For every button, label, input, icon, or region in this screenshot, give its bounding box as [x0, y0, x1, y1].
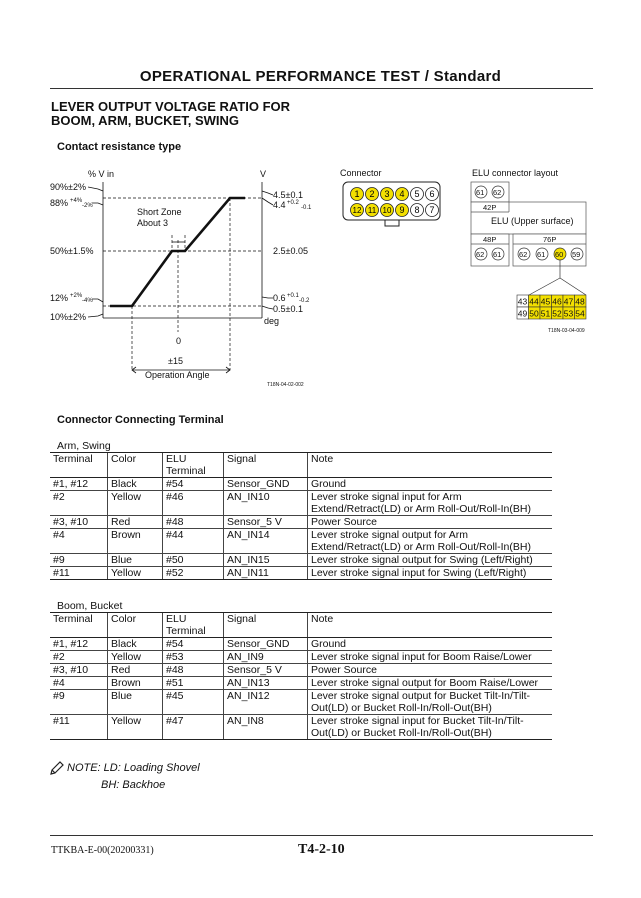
elu-grid-label: 52	[552, 308, 562, 319]
table-header-row	[50, 613, 552, 638]
connector-pin-label: 7	[429, 205, 435, 216]
column-header: Terminal	[50, 613, 108, 638]
table-cell: #47	[163, 715, 224, 740]
elu-grid-label: 45	[540, 296, 551, 307]
table-row	[50, 715, 552, 740]
tick-88: 88%	[50, 198, 69, 208]
table-cell: #11	[50, 567, 108, 580]
table-cell: #11	[50, 715, 108, 740]
table-cell: AN_IN8	[224, 715, 308, 740]
elu-grid-label: 43	[517, 296, 528, 307]
elu-48p-pin-62: 62	[476, 250, 485, 259]
pencil-icon	[49, 760, 65, 776]
table-row	[50, 677, 552, 690]
short-zone-label: Short Zone	[137, 207, 182, 217]
table-cell: #53	[163, 651, 224, 664]
rtick-25: 2.5±0.05	[273, 246, 308, 256]
y-right-title: V	[260, 169, 267, 179]
elu-grid-label: 44	[529, 296, 539, 307]
zero-label: 0	[176, 336, 182, 346]
column-header: Color	[108, 613, 163, 638]
table-cell: #1, #12	[50, 478, 108, 491]
note-line1: NOTE: LD: Loading Shovel	[67, 762, 200, 774]
table-cell: Yellow	[108, 715, 163, 740]
elu-pin-62-top: 62	[493, 188, 502, 197]
arm-swing-title: Arm, Swing	[57, 440, 111, 452]
table-cell: #3, #10	[50, 516, 108, 529]
table-row	[50, 638, 552, 651]
table-cell: #54	[163, 638, 224, 651]
elu-48p-label: 48P	[483, 235, 497, 244]
table-cell: #3, #10	[50, 664, 108, 677]
table-cell: AN_IN12	[224, 690, 308, 715]
connector-pin-label: 4	[399, 189, 405, 200]
table-header-row	[50, 453, 552, 478]
table-cell: #48	[163, 664, 224, 677]
table-cell: Ground	[308, 478, 553, 491]
table-cell: Blue	[108, 690, 163, 715]
tick-90: 90%±2%	[50, 182, 86, 192]
rtick-45: 4.5±0.1	[273, 190, 303, 200]
column-header: Note	[308, 453, 553, 478]
table-cell: #4	[50, 677, 108, 690]
table-row	[50, 567, 552, 580]
y-left-title: % V in	[88, 169, 115, 179]
elu-76p-pin-61: 61	[537, 250, 546, 259]
table-cell: Lever stroke signal input for Arm Extend/Retract(LD) or Arm Roll-Out/Roll-In(BH)	[308, 491, 553, 516]
rtick-44-plus: +0.2	[287, 200, 299, 206]
connector-title: Connector	[340, 168, 382, 178]
rtick-deg: deg	[264, 316, 280, 326]
column-header: Color	[108, 453, 163, 478]
table-cell: Blue	[108, 554, 163, 567]
connector-pin-label: 12	[352, 206, 362, 216]
table-cell: #48	[163, 516, 224, 529]
table-cell: #4	[50, 529, 108, 554]
table-cell: Red	[108, 516, 163, 529]
table-cell: #2	[50, 491, 108, 516]
contact-resistance-label: Contact resistance type	[57, 141, 182, 153]
table-row	[50, 516, 552, 529]
section-title-line1: LEVER OUTPUT VOLTAGE RATIO FOR	[51, 99, 291, 114]
elu-grid-label: 54	[575, 308, 585, 319]
table-cell: AN_IN11	[224, 567, 308, 580]
table-cell: AN_IN9	[224, 651, 308, 664]
footer-rule	[50, 835, 593, 836]
table-cell: Yellow	[108, 567, 163, 580]
elu-76p-label: 76P	[543, 235, 557, 244]
table-cell: Yellow	[108, 491, 163, 516]
note-line2: BH: Backhoe	[101, 779, 166, 791]
operation-angle-label: Operation Angle	[145, 370, 210, 380]
elu-grid-label: 48	[575, 296, 585, 307]
connector-pin-label: 9	[399, 205, 405, 216]
connector-pin-label: 8	[414, 205, 420, 216]
tick-50: 50%±1.5%	[50, 246, 94, 256]
tick-88-minus: -2%	[82, 203, 93, 209]
rtick-06-minus: -0.2	[299, 298, 310, 304]
voltage-ratio-graph	[40, 160, 330, 390]
short-zone-label-2: About 3	[137, 218, 169, 228]
elu-76p-pin-59: 59	[572, 250, 581, 259]
rtick-06: 0.6	[273, 293, 286, 303]
table-cell: Ground	[308, 638, 553, 651]
boom-bucket-title: Boom, Bucket	[57, 600, 123, 612]
column-header: ELU Terminal	[163, 453, 224, 478]
boom-bucket-table	[50, 612, 552, 740]
table-cell: #52	[163, 567, 224, 580]
table-cell: Sensor_GND	[224, 478, 308, 491]
table-cell: #1, #12	[50, 638, 108, 651]
table-cell: AN_IN14	[224, 529, 308, 554]
connector-diagram	[340, 180, 450, 230]
footer-code: TTKBA-E-00(20200331)	[51, 845, 154, 856]
rtick-05: 0.5±0.1	[273, 304, 303, 314]
connector-pin-label: 6	[429, 189, 435, 200]
tick-10: 10%±2%	[50, 312, 86, 322]
table-row	[50, 651, 552, 664]
elu-layout-title: ELU connector layout	[472, 168, 559, 178]
table-cell: #9	[50, 554, 108, 567]
column-header: Terminal	[50, 453, 108, 478]
elu-42p-label: 42P	[483, 203, 497, 212]
table-cell: Sensor_5 V	[224, 664, 308, 677]
connector-pin-label: 11	[367, 206, 377, 216]
table-cell: Lever stroke signal output for Swing (Left/Right)	[308, 554, 553, 567]
elu-grid-label: 50	[529, 308, 539, 319]
table-cell: Sensor_5 V	[224, 516, 308, 529]
rtick-44: 4.4	[273, 200, 286, 210]
elu-surface-label: ELU (Upper surface)	[491, 216, 574, 226]
connector-pin-label: 2	[369, 189, 375, 200]
table-cell: #54	[163, 478, 224, 491]
table-cell: Lever stroke signal output for Arm Extend/Retract(LD) or Arm Roll-Out/Roll-In(BH)	[308, 529, 553, 554]
table-cell: #2	[50, 651, 108, 664]
rtick-06-plus: +0.1	[287, 293, 299, 299]
connector-pin-label: 10	[382, 206, 392, 216]
page-header-title: OPERATIONAL PERFORMANCE TEST / Standard	[139, 68, 502, 85]
table-cell: Power Source	[308, 664, 553, 677]
table-cell: AN_IN15	[224, 554, 308, 567]
table-row	[50, 491, 552, 516]
table-row	[50, 690, 552, 715]
elu-grid-label: 49	[517, 308, 528, 319]
header-rule	[50, 88, 593, 89]
tick-12-plus: +2%	[70, 293, 83, 299]
elu-grid-label: 46	[552, 296, 562, 307]
table-cell: AN_IN13	[224, 677, 308, 690]
table-cell: Lever stroke signal output for Boom Raise/Lower	[308, 677, 553, 690]
arm-swing-table	[50, 452, 552, 580]
table-cell: AN_IN10	[224, 491, 308, 516]
table-cell: #44	[163, 529, 224, 554]
column-header: Signal	[224, 613, 308, 638]
column-header: Signal	[224, 453, 308, 478]
table-cell: #45	[163, 690, 224, 715]
tick-88-plus: +4%	[70, 198, 83, 204]
elu-76p-pin-60: 60	[555, 250, 564, 259]
table-cell: Power Source	[308, 516, 553, 529]
table-cell: Sensor_GND	[224, 638, 308, 651]
elu-grid-label: 51	[540, 308, 551, 319]
table-cell: Black	[108, 638, 163, 651]
column-header: ELU Terminal	[163, 613, 224, 638]
connector-pin-label: 5	[414, 189, 420, 200]
tick-12-minus: -4%	[82, 298, 93, 304]
elu-layout-diagram	[466, 180, 596, 340]
table-cell: Brown	[108, 677, 163, 690]
table-cell: Brown	[108, 529, 163, 554]
table-cell: #9	[50, 690, 108, 715]
table-cell: Lever stroke signal output for Bucket Tilt-In/Tilt-Out(LD) or Bucket Roll-In/Roll-Out(BH)	[308, 690, 553, 715]
table-row	[50, 529, 552, 554]
table-row	[50, 478, 552, 491]
elu-pin-61-top: 61	[476, 188, 485, 197]
elu-code: T18N-03-04-009	[548, 328, 585, 334]
elu-grid-label: 53	[563, 308, 574, 319]
table-cell: Yellow	[108, 651, 163, 664]
tick-12: 12%	[50, 293, 69, 303]
elu-grid-label: 47	[563, 296, 574, 307]
table-cell: Lever stroke signal input for Swing (Left/Right)	[308, 567, 553, 580]
table-cell: Lever stroke signal input for Boom Raise/Lower	[308, 651, 553, 664]
footer-page-number: T4-2-10	[298, 842, 345, 857]
table-row	[50, 664, 552, 677]
elu-76p-pin-62: 62	[519, 250, 528, 259]
connector-pin-label: 1	[354, 189, 360, 200]
range-label: ±15	[168, 356, 183, 366]
table-cell: #50	[163, 554, 224, 567]
connector-pin-label: 3	[384, 189, 390, 200]
table-row	[50, 554, 552, 567]
connecting-terminal-title: Connector Connecting Terminal	[57, 414, 224, 426]
table-cell: Lever stroke signal input for Bucket Tilt-In/Tilt-Out(LD) or Bucket Roll-In/Roll-Out(BH)	[308, 715, 553, 740]
graph-code: T18N-04-02-002	[267, 382, 304, 388]
section-title-line2: BOOM, ARM, BUCKET, SWING	[51, 113, 240, 128]
section-title	[51, 100, 290, 128]
elu-48p-pin-61: 61	[493, 250, 502, 259]
table-cell: Red	[108, 664, 163, 677]
rtick-44-minus: -0.1	[301, 205, 312, 211]
table-cell: #46	[163, 491, 224, 516]
table-cell: Black	[108, 478, 163, 491]
column-header: Note	[308, 613, 553, 638]
table-cell: #51	[163, 677, 224, 690]
